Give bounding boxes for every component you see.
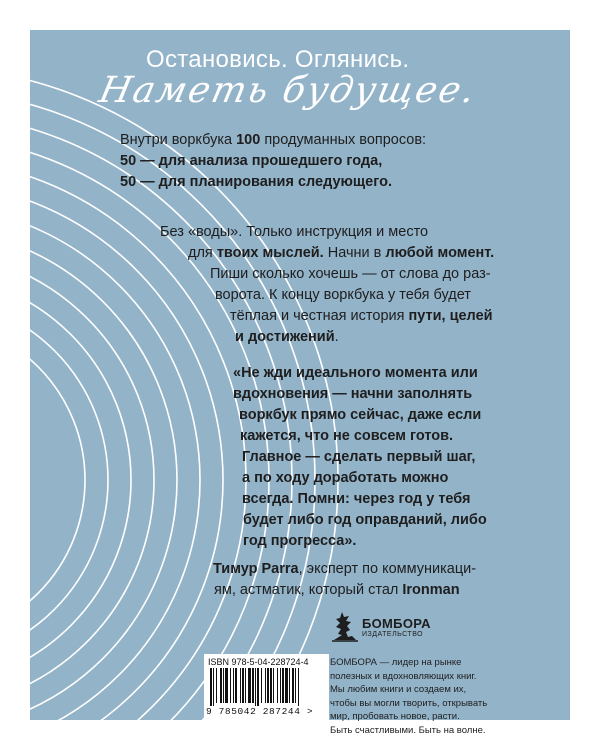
barcode-bar xyxy=(248,668,251,703)
decorative-arc xyxy=(0,274,131,686)
para2-line-5: тёплая и честная история пути, целей xyxy=(230,308,493,324)
intro-line-2: 50 — для анализа прошедшего года, xyxy=(120,153,383,169)
publisher-text-line: чтобы вы могли творить, открывать xyxy=(330,697,488,709)
decorative-arc xyxy=(0,205,200,750)
barcode-bar xyxy=(245,668,246,703)
isbn-label: ISBN 978-5-04-228724-4 xyxy=(208,657,309,667)
intro-line-1: Внутри воркбука 100 продуманных вопросов: xyxy=(120,132,427,148)
barcode-icon xyxy=(210,668,323,706)
publisher-description xyxy=(330,656,487,737)
para2-line-1: Без «воды». Только инструкция и место xyxy=(160,224,429,240)
decorative-arc xyxy=(0,182,223,750)
quote-line-3: воркбук прямо сейчас, даже если xyxy=(239,407,482,423)
publisher-name: БОМБОРА xyxy=(362,616,431,631)
barcode-bar xyxy=(267,668,269,703)
para2-line-4: ворота. К концу воркбука у тебя будет xyxy=(215,287,471,303)
decorative-arc xyxy=(0,228,177,732)
author-line-2: ям, астматик, который стал Ironman xyxy=(214,582,460,598)
barcode-bar xyxy=(257,668,259,706)
publisher-text-line: полезных и вдохновляющих книг. xyxy=(330,670,477,682)
quote-line-2: вдохновения — начни заполнять xyxy=(233,386,473,402)
barcode-number: 9 785042 287244 > xyxy=(206,706,314,717)
barcode-bar xyxy=(273,668,274,703)
book-back-cover xyxy=(30,30,570,736)
barcode-bar xyxy=(225,668,228,703)
quote-line-7: всегда. Помни: через год у тебя xyxy=(242,491,471,507)
barcode-bar xyxy=(235,668,237,703)
quote-line-6: а по ходу доработать можно xyxy=(242,470,449,486)
para2-line-2: для твоих мыслей. Начни в любой момент. xyxy=(188,245,495,261)
decorative-arc xyxy=(0,297,108,663)
barcode-bar xyxy=(255,668,256,706)
isbn-barcode-box xyxy=(204,654,329,720)
barcode-bar xyxy=(295,668,296,703)
barcode-bar xyxy=(277,668,278,703)
decorative-arc xyxy=(0,320,85,640)
headline: Остановись. Оглянись. xyxy=(146,46,410,73)
quote-line-8: будет либо год оправданий, либо xyxy=(243,512,487,528)
barcode-bar xyxy=(230,668,231,703)
barcode-bar xyxy=(270,668,272,703)
publisher-text-line: мир, пробовать новое, расти. xyxy=(330,711,460,722)
para2-line-6: и достижений. xyxy=(235,329,339,345)
author-line-1: Тимур Parra, эксперт по коммуникаци- xyxy=(213,561,477,577)
barcode-bar xyxy=(213,668,214,706)
quote-line-5: Главное — сделать первый шаг, xyxy=(242,449,476,465)
barcode-bar xyxy=(285,668,288,703)
intro-line-3: 50 — для планирования следующего. xyxy=(120,174,392,190)
publisher-text-line: БОМБОРА — лидер на рынке xyxy=(330,657,462,668)
barcode-bar xyxy=(216,668,217,703)
barcode-bar xyxy=(289,668,290,703)
quote-line-9: год прогресса». xyxy=(243,533,357,549)
barcode-bar xyxy=(242,668,244,703)
barcode-bar xyxy=(298,668,299,706)
barcode-bar xyxy=(252,668,254,703)
barcode-bar xyxy=(261,668,262,703)
barcode-bar xyxy=(240,668,241,703)
publisher-subtitle: ИЗДАТЕЛЬСТВО xyxy=(362,631,424,638)
barcode-bar xyxy=(292,668,294,703)
quote-line-1: «Не жди идеального момента или xyxy=(233,365,478,381)
barcode-bar xyxy=(210,668,212,706)
publisher-text-line: Мы любим книги и создаем их, xyxy=(330,684,467,695)
barcode-bar xyxy=(280,668,281,703)
bombora-logo-icon xyxy=(330,610,360,642)
barcode-bar xyxy=(265,668,266,703)
barcode-bar xyxy=(233,668,234,703)
para2-line-3: Пиши сколько хочешь — от слова до раз- xyxy=(210,266,491,282)
quote-line-4: кажется, что не совсем готов. xyxy=(240,428,454,444)
script-headline: Наметь будущее. xyxy=(95,70,481,111)
barcode-bar xyxy=(223,668,224,703)
barcode-bar xyxy=(220,668,222,703)
publisher-text-line: Быть счастливыми. Быть на волне. xyxy=(330,724,486,736)
barcode-bar xyxy=(282,668,284,703)
